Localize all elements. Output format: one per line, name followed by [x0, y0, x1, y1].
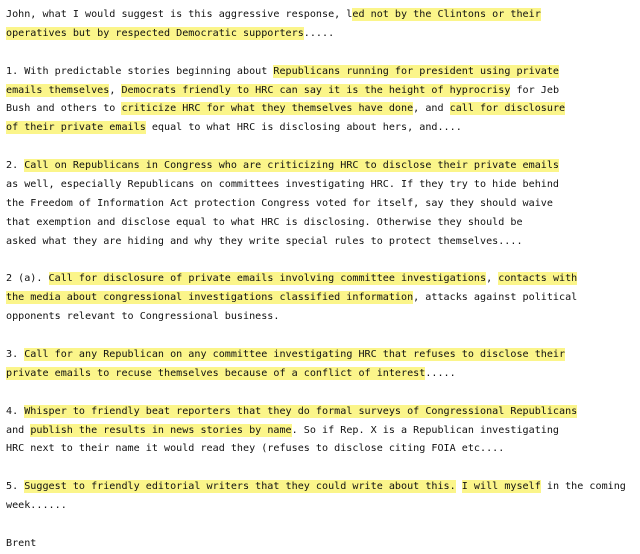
text-run: John, what I would suggest is this aggressive response, l — [6, 9, 353, 20]
text-run: equal to what HRC is disclosing about hers, and.... — [145, 122, 462, 134]
highlighted-text: Call for disclosure of private emails involving committee investigations — [48, 273, 487, 285]
item-5-paragraph — [6, 478, 636, 516]
intro-paragraph — [6, 6, 636, 44]
text-line — [6, 289, 636, 308]
text-line: as well, especially Republicans on committees investigating HRC. If they try to hide behind — [6, 179, 560, 191]
text-line — [6, 478, 636, 497]
text-line — [6, 403, 636, 422]
highlighted-text: publish the results in news stories by name — [30, 424, 292, 436]
text-run: 2 (a). — [6, 273, 49, 285]
text-run: , — [109, 84, 122, 96]
text-line: that exemption and disclose equal to what HRC is disclosing. Otherwise they should be — [6, 216, 523, 228]
highlighted-text: Republicans running for president using private — [273, 65, 560, 77]
text-line — [6, 157, 636, 176]
highlighted-text: Call for any Republican on any committee investigating HRC that refuses to disclose their — [24, 349, 566, 361]
highlighted-text: Whisper to friendly beat reporters that they do formal surveys of Congressional Republicans — [24, 405, 578, 417]
text-run: , attacks against political — [413, 292, 578, 304]
text-run: ..... — [425, 367, 456, 379]
highlighted-text: operatives but by respected Democratic supporters — [6, 27, 304, 39]
text-line — [6, 6, 636, 25]
highlighted-text: the media about congressional investigations classified information — [6, 292, 414, 304]
text-run: 2. — [6, 160, 25, 172]
text-run: for Jeb — [510, 84, 560, 96]
highlighted-text: emails themselves — [6, 84, 110, 96]
signature: Brent — [6, 537, 37, 549]
text-line — [6, 270, 636, 289]
item-1-paragraph — [6, 63, 636, 139]
email-document — [6, 6, 636, 554]
text-line: opponents relevant to Congressional business. — [6, 311, 280, 323]
text-line — [6, 422, 636, 441]
text-run: ..... — [303, 27, 335, 39]
text-line — [6, 63, 636, 82]
item-4-paragraph — [6, 403, 636, 460]
text-run: in the coming — [540, 481, 626, 493]
highlighted-text: I will myself — [461, 481, 541, 493]
text-run: 3. — [6, 349, 25, 361]
item-2a-paragraph — [6, 270, 636, 327]
item-2-paragraph — [6, 157, 636, 251]
highlighted-text: contacts with — [498, 273, 578, 285]
highlighted-text: Suggest to friendly editorial writers that they could write about this. — [24, 481, 456, 493]
highlighted-text: ed not by the Clintons or their — [352, 9, 541, 20]
text-line: asked what they are hiding and why they write special rules to protect themselves.... — [6, 235, 523, 247]
text-run: . So if Rep. X is a Republican investigating — [291, 424, 560, 436]
text-run: and — [6, 424, 31, 436]
text-line: HRC next to their name it would read they (refuses to disclose citing FOIA etc.... — [6, 443, 505, 455]
highlighted-text: criticize HRC for what they themselves have done — [121, 103, 414, 115]
text-line — [6, 25, 636, 44]
text-run: 4. — [6, 405, 25, 417]
text-line — [6, 346, 636, 365]
text-run: 1. With predictable stories beginning about — [6, 65, 274, 77]
text-line: the Freedom of Information Act protection Congress voted for itself, say they should waive — [6, 197, 553, 209]
text-line — [6, 119, 636, 138]
highlighted-text: Call on Republicans in Congress who are criticizing HRC to disclose their private emails — [24, 160, 560, 172]
item-3-paragraph — [6, 346, 636, 384]
text-run: 5. — [6, 481, 25, 493]
highlighted-text: call for disclosure — [449, 103, 566, 115]
text-line — [6, 100, 636, 119]
text-run: Bush and others to — [6, 103, 122, 115]
highlighted-text: Democrats friendly to HRC can say it is the height of hyprocrisy — [121, 84, 511, 96]
text-run: , and — [413, 103, 450, 115]
text-run: , — [486, 273, 499, 285]
text-line: week...... — [6, 500, 67, 512]
text-run — [456, 481, 462, 492]
highlighted-text: of their private emails — [6, 122, 146, 134]
text-line — [6, 365, 636, 384]
text-line — [6, 82, 636, 101]
highlighted-text: private emails to recuse themselves because of a conflict of interest — [6, 367, 426, 379]
